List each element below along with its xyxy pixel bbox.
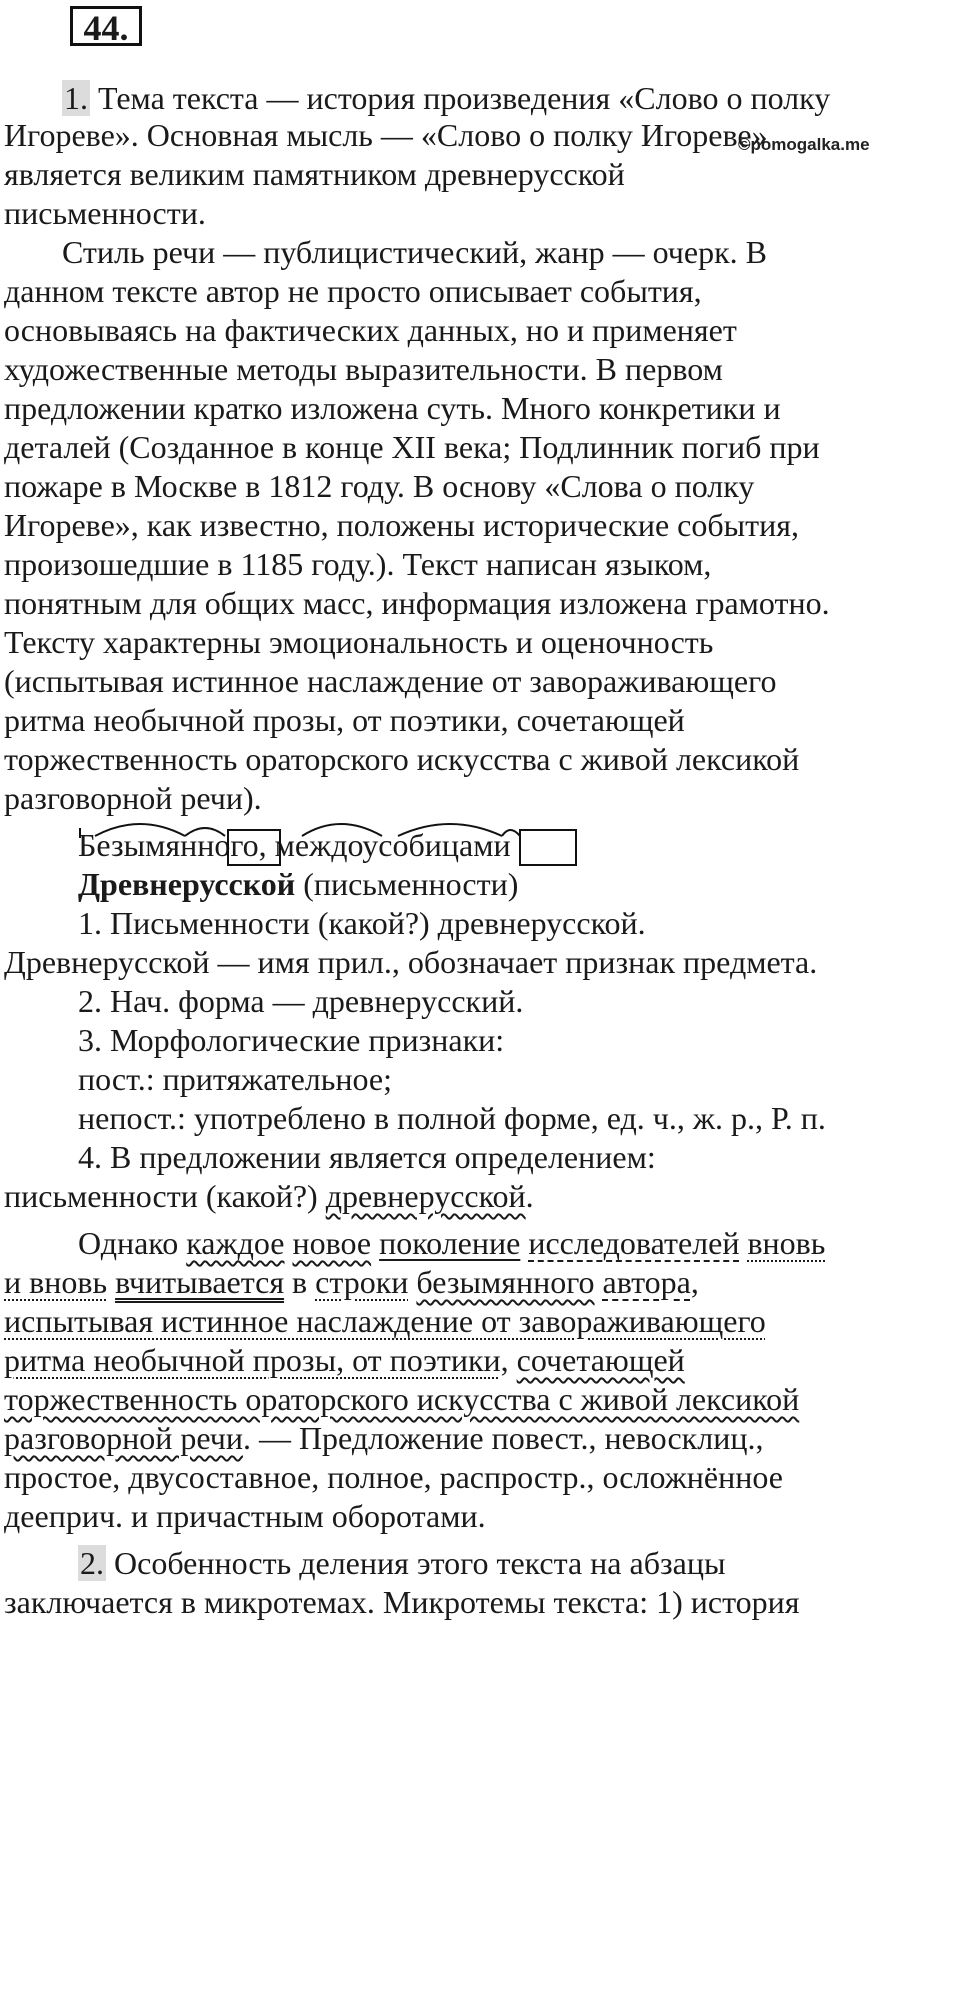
sentence-line-2: и вновь вчитывается в строки безымянного автора,: [4, 1264, 699, 1300]
section1-line-4: письменности.: [4, 195, 206, 231]
morpheme-marks: [0, 0, 960, 880]
ending-box-icon: [520, 830, 576, 865]
section1-line-1: 1. Тема текста — история произведения «Слово о полку: [64, 80, 831, 116]
task-number: 44.: [70, 6, 142, 46]
analysis-title-line: Древнерусской (письменности): [78, 866, 519, 902]
morpheme-word-2: междоусобицами: [274, 827, 511, 863]
sentence-line-7: простое, двусоставное, полное, распростр., осложнённое: [4, 1459, 783, 1495]
style-line: Стиль речи — публицистический, жанр — очерк. В: [62, 234, 767, 270]
style-line: художественные методы выразительности. В первом: [4, 351, 723, 387]
section2-line-2: заключается в микротемах. Микротемы текста: 1) история: [4, 1584, 800, 1620]
morpheme-marks-svg: [0, 0, 960, 880]
style-line: разговорной речи).: [4, 780, 262, 816]
analysis-line: пост.: притяжательное;: [78, 1061, 392, 1097]
style-line: предложении кратко изложена суть. Много конкретики и: [4, 390, 781, 426]
watermark: ©pomogalka.me: [738, 135, 870, 154]
style-line: деталей (Созданное в конце XII века; Подлинник погиб при: [4, 429, 820, 465]
style-line: понятным для общих масс, информация изложена грамотно.: [4, 585, 830, 621]
definition-word: древнерусской: [325, 1178, 526, 1214]
style-line: Тексту характерны эмоциональность и оценочность: [4, 624, 714, 660]
sentence-line-1: Однако каждое новое поколение исследователей вновь: [78, 1225, 826, 1261]
analysis-line: непост.: употреблено в полной форме, ед. ч., ж. р., Р. п.: [78, 1100, 826, 1136]
root-arc-icon: [398, 824, 502, 836]
analysis-line-last: письменности (какой?) древнерусской.: [4, 1178, 534, 1214]
root-arc-icon: [95, 824, 185, 836]
suffix-arc-icon: [502, 830, 520, 836]
section1-line-3: является великим памятником древнерусской: [4, 156, 625, 192]
style-line: пожаре в Москве в 1812 году. В основу «Слова о полку: [4, 468, 755, 504]
analysis-line: Древнерусской — имя прил., обозначает признак предмета.: [4, 944, 818, 980]
style-line: данном тексте автор не просто описывает события,: [4, 273, 702, 309]
analysis-line: 2. Нач. форма — древнерусский.: [78, 983, 524, 1019]
morpheme-words: Безымянного, междоусобицами: [78, 827, 511, 863]
section2-marker: 2.: [80, 1545, 104, 1581]
analysis-line: 4. В предложении является определением:: [78, 1139, 656, 1175]
section1-line-2: Игореве». Основная мысль — «Слово о полку Игореве»: [4, 117, 768, 153]
style-line: основываясь на фактических данных, но и применяет: [4, 312, 737, 348]
analysis-line: 3. Морфологические признаки:: [78, 1022, 505, 1058]
style-line: торжественность ораторского искусства с живой лексикой: [4, 741, 800, 777]
suffix-arc-icon: [185, 828, 225, 836]
sentence-line-8: дееприч. и причастным оборотами.: [4, 1498, 486, 1534]
style-line: произошедшие в 1185 году.). Текст написан языком,: [4, 546, 712, 582]
sentence-line-6: разговорной речи. — Предложение повест., невосклиц.,: [4, 1420, 764, 1456]
sentence-line-5: торжественность ораторского искусства с живой лексикой: [4, 1381, 800, 1417]
morpheme-word-1: Безымянного: [78, 827, 259, 863]
analysis-title: Древнерусской: [78, 866, 296, 902]
section1-marker: 1.: [64, 80, 88, 116]
style-line: Игореве», как известно, положены исторические события,: [4, 507, 799, 543]
section2-line-1: 2. Особенность деления этого текста на абзацы: [80, 1545, 726, 1581]
style-line: (испытывая истинное наслаждение от завораживающего: [4, 663, 777, 699]
analysis-line: 1. Письменности (какой?) древнерусской.: [78, 905, 646, 941]
sentence-line-3: испытывая истинное наслаждение от завораживающего: [4, 1303, 766, 1339]
style-line: ритма необычной прозы, от поэтики, сочетающей: [4, 702, 685, 738]
sentence-line-4: ритма необычной прозы, от поэтики, сочетающей: [4, 1342, 685, 1378]
ending-box-icon: [228, 830, 280, 865]
root-arc-icon: [302, 824, 382, 836]
